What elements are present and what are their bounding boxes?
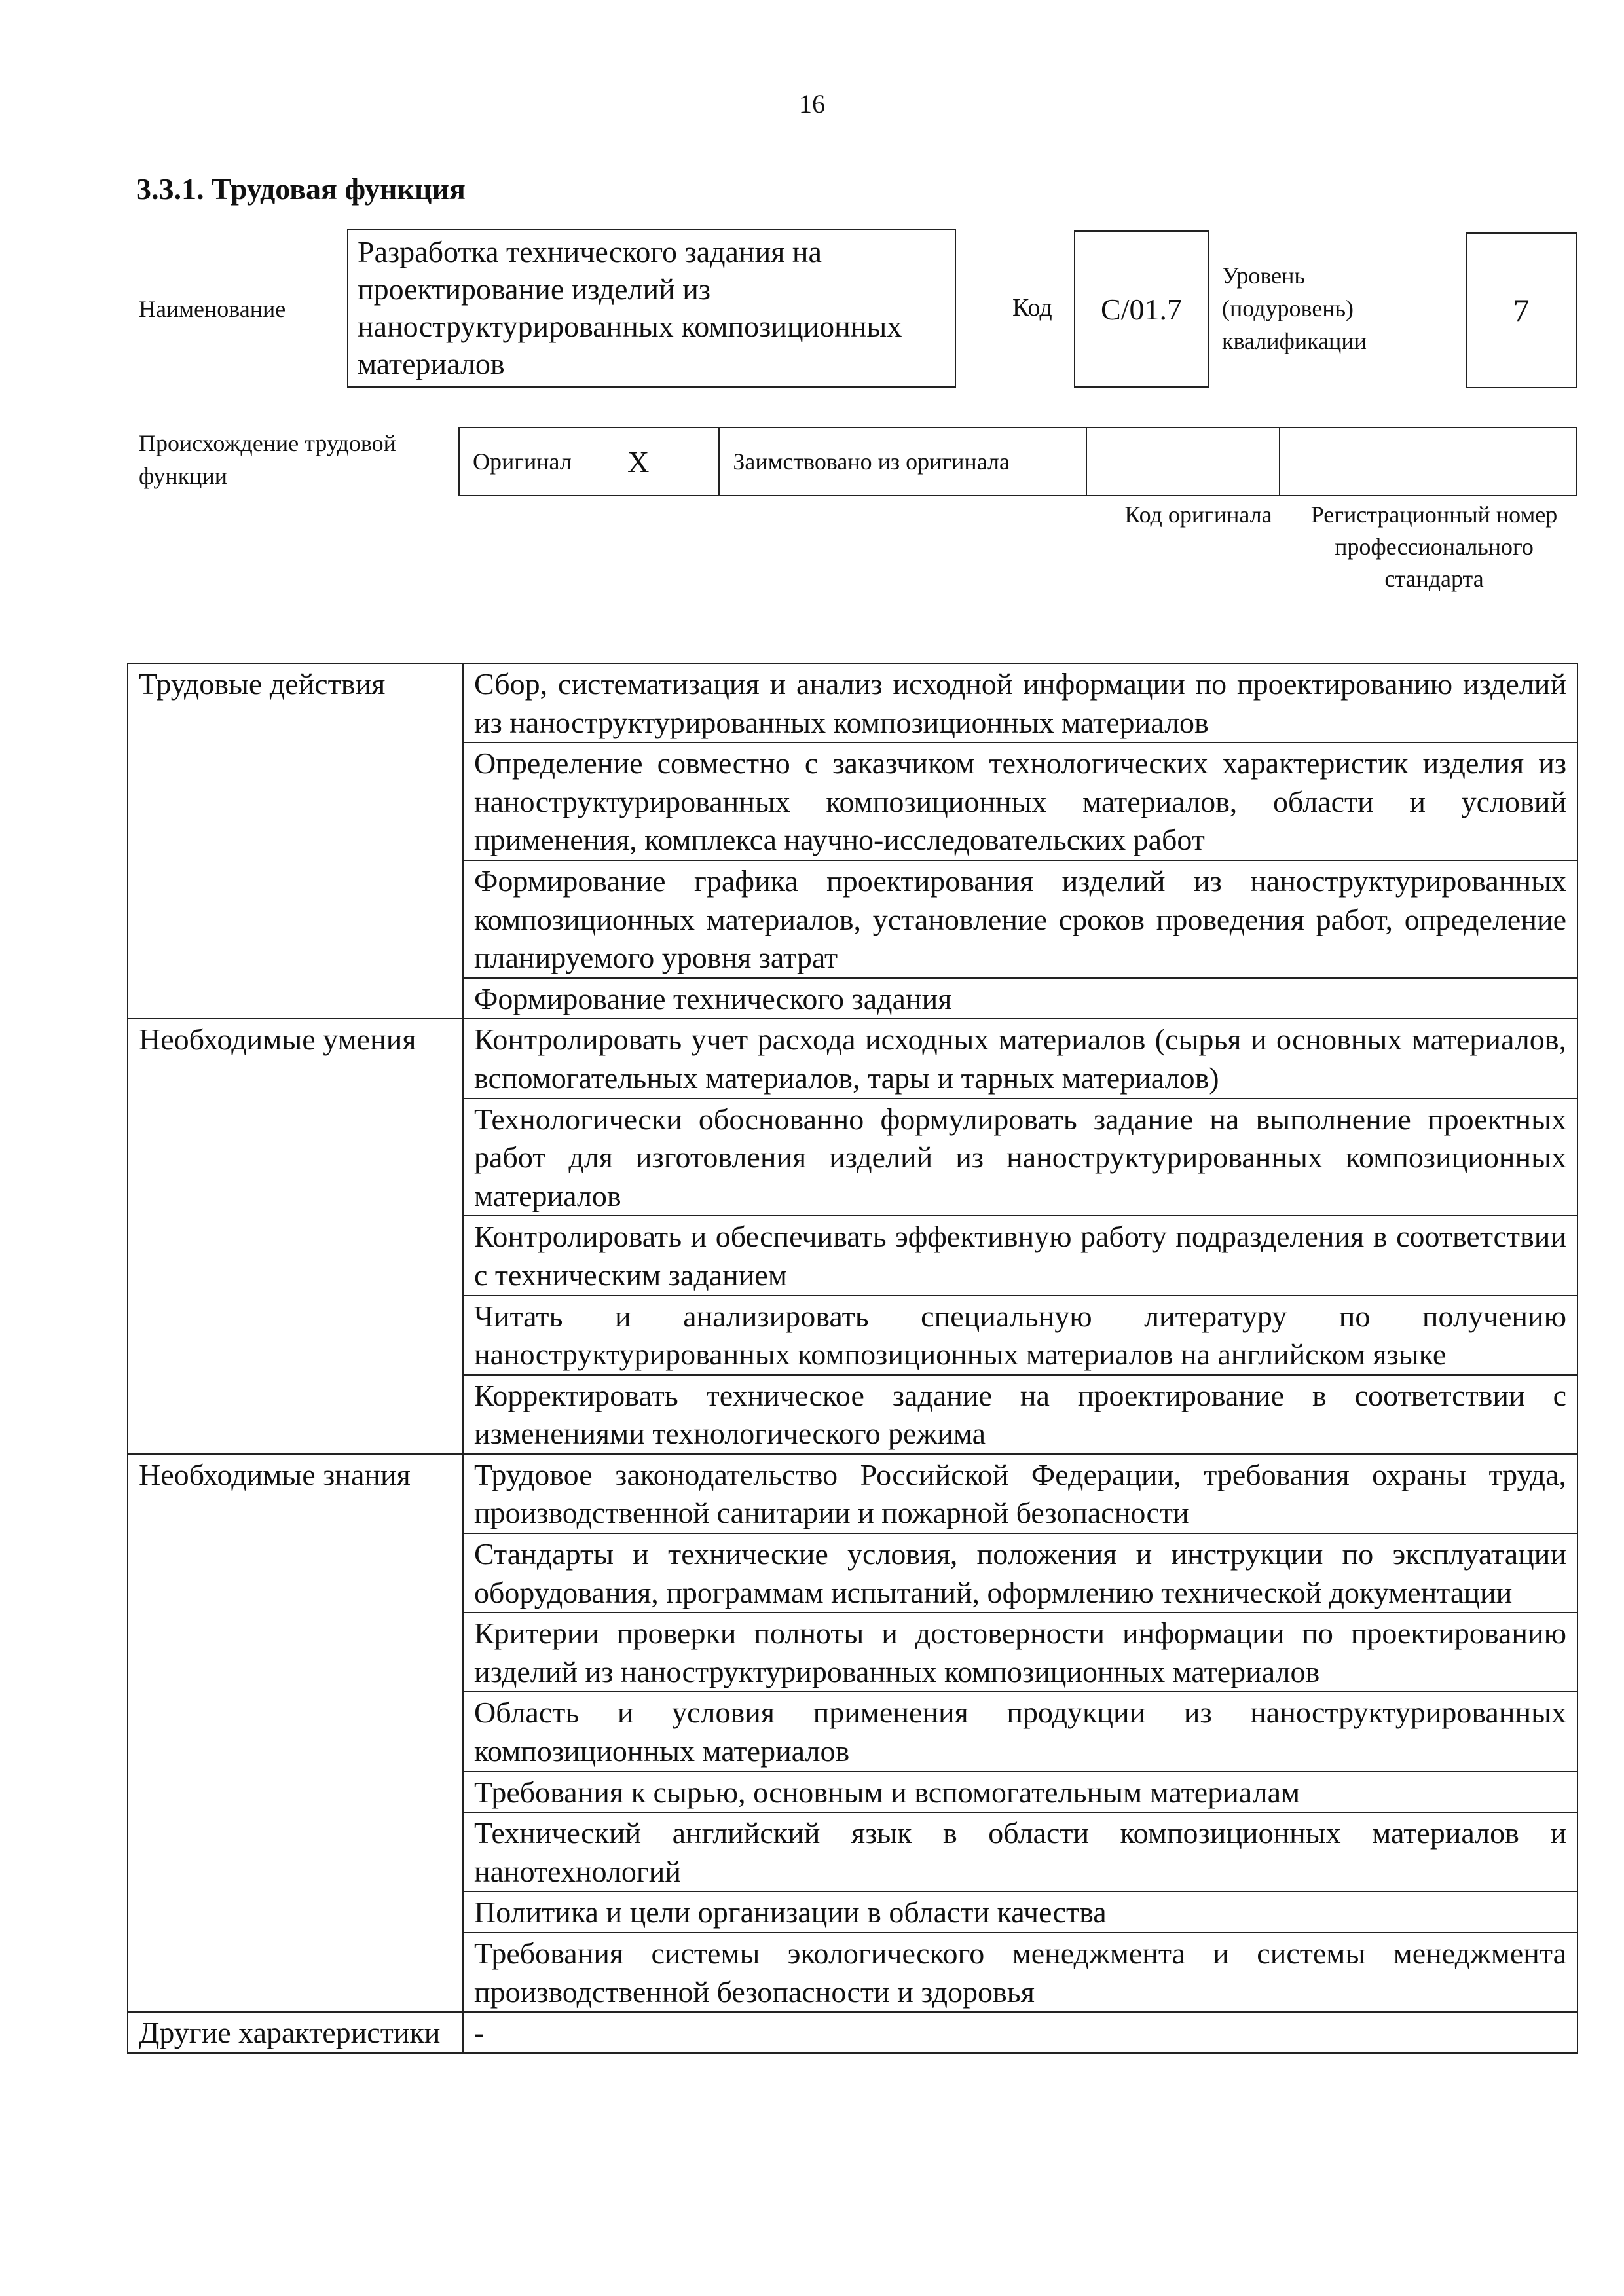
name-label: Наименование xyxy=(139,296,286,322)
original-label: Оригинал xyxy=(473,448,572,475)
code-label: Код xyxy=(1012,294,1052,321)
table-cell: Технологически обоснованно формулировать задание на выполнение проектных работ для изготовления изделий из наноструктурированных композиционных материалов xyxy=(463,1099,1578,1216)
table-row xyxy=(128,2012,1578,2053)
original-mark: Х xyxy=(558,428,720,495)
origin-row xyxy=(458,427,1577,496)
table-cell: Формирование графика проектирования изделий из наноструктурированных композиционных материалов, установление сроков проведения работ, определение планируемого уровня затрат xyxy=(463,860,1578,978)
code-value xyxy=(1074,230,1209,388)
reg-number-cell xyxy=(1280,428,1576,495)
table-cell: Требования к сырью, основным и вспомогательным материалам xyxy=(463,1772,1578,1813)
table-cell: Формирование технического задания xyxy=(463,978,1578,1019)
origin-label: Происхождение трудовой функции xyxy=(139,430,396,489)
table-row xyxy=(128,1454,1578,1533)
table-cell: Сбор, систематизация и анализ исходной информации по проектированию изделий из наноструктурированных композиционных материалов xyxy=(463,663,1578,742)
borrowed-label: Заимствовано из оригинала xyxy=(720,428,1087,495)
function-table xyxy=(127,663,1578,2054)
table-cell: Контролировать учет расхода исходных материалов (сырья и основных материалов, вспомогательных материалов, тары и тарных материалов) xyxy=(463,1019,1578,1098)
code-original-cell xyxy=(1087,428,1280,495)
table-row xyxy=(128,1019,1578,1098)
table-cell: Технический английский язык в области композиционных материалов и нанотехнологий xyxy=(463,1812,1578,1891)
table-cell: - xyxy=(463,2012,1578,2053)
level-label: Уровень (подуровень) квалификации xyxy=(1222,263,1367,354)
name-value: Разработка технического задания на проектирование изделий из наноструктурированных композиционных материалов xyxy=(347,229,956,388)
section-heading: Необходимые умения xyxy=(128,1019,463,1454)
code-original-caption: Код оригинала xyxy=(1124,501,1272,528)
table-cell: Контролировать и обеспечивать эффективную работу подразделения в соответствии с техническим заданием xyxy=(463,1216,1578,1295)
table-cell: Требования системы экологического менеджмента и системы менеджмента производственной безопасности и здоровья xyxy=(463,1933,1578,2012)
section-title: 3.3.1. Трудовая функция xyxy=(136,172,466,206)
level-value-text: 7 xyxy=(1513,292,1530,329)
section-heading: Необходимые знания xyxy=(128,1454,463,2012)
section-heading: Трудовые действия xyxy=(128,663,463,1019)
section-heading: Другие характеристики xyxy=(128,2012,463,2053)
table-cell: Определение совместно с заказчиком технологических характеристик изделия из наноструктурированных композиционных материалов, области и условий применения, комплекса научно-исследовательских работ xyxy=(463,742,1578,860)
code-value-text: С/01.7 xyxy=(1101,292,1182,326)
table-cell: Политика и цели организации в области качества xyxy=(463,1891,1578,1933)
table-cell: Стандарты и технические условия, положения и инструкции по эксплуатации оборудования, программам испытаний, оформлению технической документации xyxy=(463,1533,1578,1613)
table-cell: Корректировать техническое задание на проектирование в соответствии с изменениями технологического режима xyxy=(463,1375,1578,1454)
page-number: 16 xyxy=(799,89,825,118)
table-cell: Критерии проверки полноты и достоверности информации по проектированию изделий из наноструктурированных композиционных материалов xyxy=(463,1613,1578,1692)
table-cell: Область и условия применения продукции из наноструктурированных композиционных материалов xyxy=(463,1692,1578,1771)
table-row xyxy=(128,663,1578,742)
table-cell: Трудовое законодательство Российской Федерации, требования охраны труда, производственной санитарии и пожарной безопасности xyxy=(463,1454,1578,1533)
level-value xyxy=(1466,232,1577,388)
table-cell: Читать и анализировать специальную литературу по получению наноструктурированных композиционных материалов на английском языке xyxy=(463,1296,1578,1375)
reg-number-caption: Регистрационный номер профессионального стандарта xyxy=(1310,501,1558,592)
